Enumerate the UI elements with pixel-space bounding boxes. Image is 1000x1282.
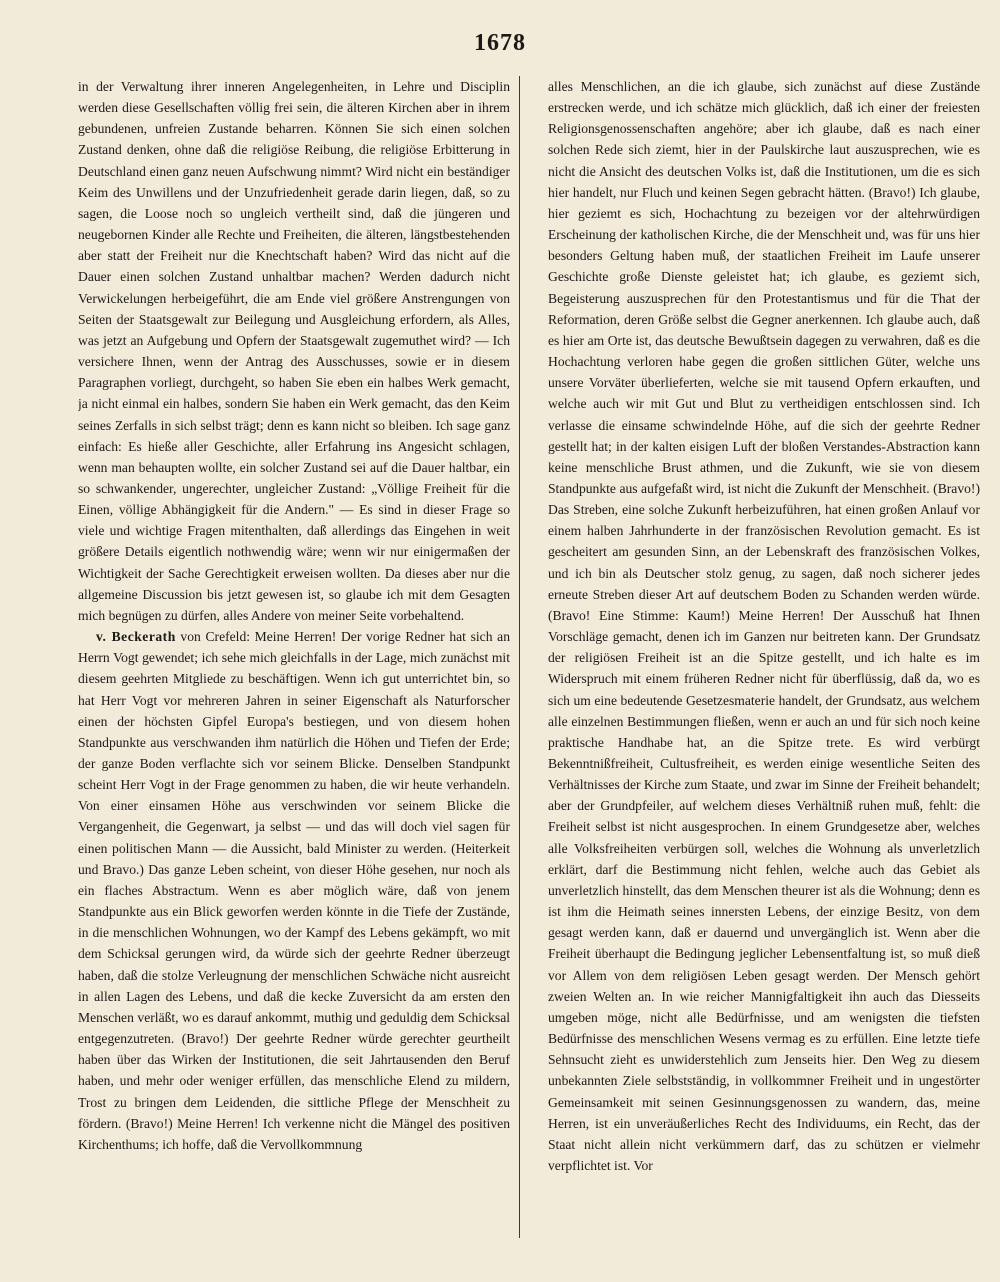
- right-paragraph-1: alles Menschlichen, an die ich glaube, sich zunächst auf diese Zustände erstrecken werde, und ich schätze mich glücklich, daß ich einer der freiesten Religionsgenossenschaften angehöre; aber ich glaube, daß es nach einer solchen Rede sich ziemt, hier in der Paulskirche laut auszusprechen, wie es nicht die Ansicht des deutschen Volks ist, daß die Institutionen, um die es sich hier handelt, nur Fluch und keinen Segen gebracht hätten. (Bravo!) Ich glaube, hier geziemt es sich, Hochachtung zu bezeigen vor der altehrwürdigen Erscheinung der katholischen Kirche, die der Menschheit und, was für uns hier besonders Geltung haben muß, der staatlichen Freiheit im Laufe unserer Geschichte große Dienste geleistet hat; ich glaube, es geziemt sich, Begeisterung auszusprechen für den Protestantismus und für die That der Reformation, deren Größe selbst die Gegner anerkennen. Ich glaube auch, daß es hier am Orte ist, das deutsche Bewußtsein dagegen zu verwahren, daß es die Hochachtung verloren habe gegen die großen sittlichen Güter, welche uns unsere Vorväter überlieferten, welche sie mit tausend Opfern erkauften, und welche auch wir mit Gut und Blut zu vertheidigen entschlossen sind. Ich verlasse die einsame schwindelnde Höhe, auf die sich der geehrte Redner gestellt hat; in der kalten eisigen Luft der bloßen Verstandes-Abstraction kann keine menschliche Brust athmen, und die Zukunft, wie sie von diesem Standpunkte aus aufgefaßt wird, ist nicht die Zukunft der Menschheit. (Bravo!) Das Streben, eine solche Zukunft herbeizuführen, hat einen großen Anlauf vor einem halben Jahrhunderte in der französischen Revolution gemacht. Es ist gescheitert am gesunden Sinn, an der Lebenskraft des französischen Volkes, und ich bin als Deutscher stolz genug, zu sagen, daß noch sicherer jedes erneute Streben dieser Art auf deutschem Boden zu Schanden werden würde. (Bravo! Eine Stimme: Kaum!) Meine Herren! Der Ausschuß hat Ihnen Vorschläge gemacht, denen ich im Ganzen nur beitreten kann. Der Grundsatz der religiösen Freiheit ist an die Spitze gestellt, und ich halte es im Widerspruch mit einem früheren Redner nicht für überflüssig, daß da, wo es sich um eine bedeutende Gesetzesmaterie handelt, der Grundsatz, aus welchem alle einzelnen Bestimmungen fließen, wenn er auch an und für sich noch keine praktische Handhabe hat, an die Spitze trete. Es wird verbürgt Bekenntnißfreiheit, Cultusfreiheit, es werden einige wesentliche Seiten des Verhältnisses der Kirche zum Staate, und zwar im Sinne der Freiheit behandelt; aber der Grundpfeiler, auf welchem dieses Verhältniß ruhen muß, fehlt: die Freiheit selbst ist nicht ausgesprochen. In einem Grundgesetze aber, welches alle Volksfreiheiten verbürgen soll, welches die Wohnung als unverletzlich erklärt, darf die Bestimmung nicht fehlen, welche auch das Gebiet als unverletzlich hinstellt, das dem Menschen theurer ist als die Wohnung; denn es ist ihm die Heimath seines innersten Lebens, der einzige Besitz, von dem gesagt werden kann, daß er dauernd und unvergänglich ist. Wenn aber die Freiheit überhaupt die Bedingung jeglicher Lebensentfaltung ist, so muß dieß vor Allem von dem religiösen Leben gesagt werden. Der Mensch gehört zweien Welten an. In wie reicher Mannigfaltigkeit ihn auch das Diesseits umgeben möge, nicht alle Bedürfnisse, und am wenigsten die tiefsten Bedürfnisse des menschlichen Wesens vermag es zu erfüllen. Eine letzte tiefe Sehnsucht zieht es unwiderstehlich zum Jenseits hier. Den Weg zu diesem unbekannten Ziele selbstständig, in vollkommner Freiheit und in ungestörter Gemeinsamkeit mit seinen Gesinnungsgenossen zu wandern, das, meine Herren, ist ein unveräußerliches Recht des Individuums, ein Recht, das der Staat nicht allein nicht verkümmern darf, das zu schützen er vielmehr verpflichtet ist. Vor: [548, 79, 980, 1173]
- left-paragraph-2: [78, 626, 510, 1155]
- speaker-speech: von Crefeld: Meine Herren! Der vorige Redner hat sich an Herrn Vogt gewendet; ich sehe mich gleichfalls in der Lage, mich zunächst mit diesem geehrten Mitgliede zu beschäftigen. Wenn ich gut unterrichtet bin, so hat Herr Vogt vor mehreren Jahren in seiner Eigenschaft als Naturforscher einen der höchsten Gipfel Europa's bestiegen, und von diesem hohen Standpunkte aus verschwanden ihm natürlich die Höhen und Tiefen der Erde; der ganze Boden verflachte sich vor seinem Blicke. Denselben Standpunkt scheint Herr Vogt in der Frage genommen zu haben, die wir heute verhandeln. Von einer einsamen Höhe aus verschwinden vor seinem Blicke die Vergangenheit, die Gegenwart, ja selbst — und das will doch viel sagen für einen politischen Mann — die Aussicht, bald Minister zu werden. (Heiterkeit und Bravo.) Das ganze Leben scheint, von dieser Höhe gesehen, nur noch als ein flaches Abstractum. Wenn es aber möglich wäre, daß von jenem Standpunkte aus ein Blick geworfen werden könnte in die Tiefe der Zustände, in die menschlichen Wohnungen, wo der Kampf des Lebens gekämpft, wo mit dem Schicksal gerungen wird, da würde sich der geehrte Redner überzeugt haben, daß die stolze Verleugnung der menschlichen Schwäche nicht ausreicht in allen Lagen des Lebens, und daß die kecke Zuversicht da am ersten den Menschen verläßt, wo es darauf ankommt, muthig und geduldig dem Schicksal entgegenzutreten. (Bravo!) Der geehrte Redner würde gerechter geurtheilt haben über das Wirken der Institutionen, die seit Jahrtausenden den Beruf haben, und mehr oder weniger erfüllen, das menschliche Elend zu mildern, Trost zu bringen dem Leidenden, die sittliche Pflege der Menschheit zu fördern. (Bravo!) Meine Herren! Ich verkenne nicht die Mängel des positiven Kirchenthums; ich hoffe, daß die Vervollkommnung: [78, 629, 510, 1152]
- speaker-name: v. Beckerath: [96, 629, 176, 645]
- left-paragraph-1: in der Verwaltung ihrer inneren Angelegenheiten, in Lehre und Disciplin werden diese Gesellschaften völlig frei sein, die älteren Kirchen aber in ihrem gebundenen, unfreien Zustande beharren. Können Sie sich einen solchen Zustand denken, ohne daß die religiöse Reibung, die religiöse Erbitterung in Deutschland einen ganz neuen Aufschwung nimmt? Wird nicht ein beständiger Keim des Unwillens und der Unzufriedenheit gerade darin liegen, daß, so zu sagen, die Loose noch so ungleich vertheilt sind, daß die jüngeren und neugebornen Kinder alle Rechte und Freiheiten, die älteren, längstbestehenden aber statt der Freiheit nur die Knechtschaft haben? Wird das nicht auf die Dauer einen solchen Zustand unhaltbar machen? Werden dadurch nicht Verwickelungen herbeigeführt, die am Ende viel größere Anstrengungen von Seiten der Staatsgewalt zur Beilegung und Ausgleichung erfordern, als Alles, was jetzt an Aufgebung und Opfern der Staatsgewalt zugemuthet wird? — Ich versichere Ihnen, wenn der Antrag des Ausschusses, sowie er in diesem Paragraphen vorliegt, durchgeht, so haben Sie eben ein halbes Werk gemacht, ja nicht einmal ein halbes, sondern Sie haben ein Werk gemacht, das den Keim seines Zerfalls in sich selbst trägt; denn es kann nicht so bleiben. Ich sage ganz einfach: Es hieße aller Geschichte, aller Erfahrung ins Angesicht schlagen, wenn man behaupten wollte, ein solcher Zustand sei auf die Dauer haltbar, ein so schwankender, ungerechter, ungleicher Zustand: „Völlige Freiheit für die Einen, völlige Abhängigkeit für die Andern." — Es sind in dieser Frage so viele und wichtige Fragen mitenthalten, daß allerdings das Eingehen in weit größere Details eigentlich nothwendig wäre; wenn wir nur einigermaßen der Wichtigkeit der Sache Gerechtigkeit erweisen wollten. Da dieses aber nur die allgemeine Discussion bis jetzt gewesen ist, so glaube ich mit dem Gesagten mich begnügen zu dürfen, alles Andere von meiner Seite vorbehaltend.: [78, 79, 510, 623]
- left-column: [78, 76, 510, 1238]
- column-divider: [519, 76, 520, 1238]
- page-number: 1678: [474, 30, 526, 56]
- right-column: [548, 76, 980, 1238]
